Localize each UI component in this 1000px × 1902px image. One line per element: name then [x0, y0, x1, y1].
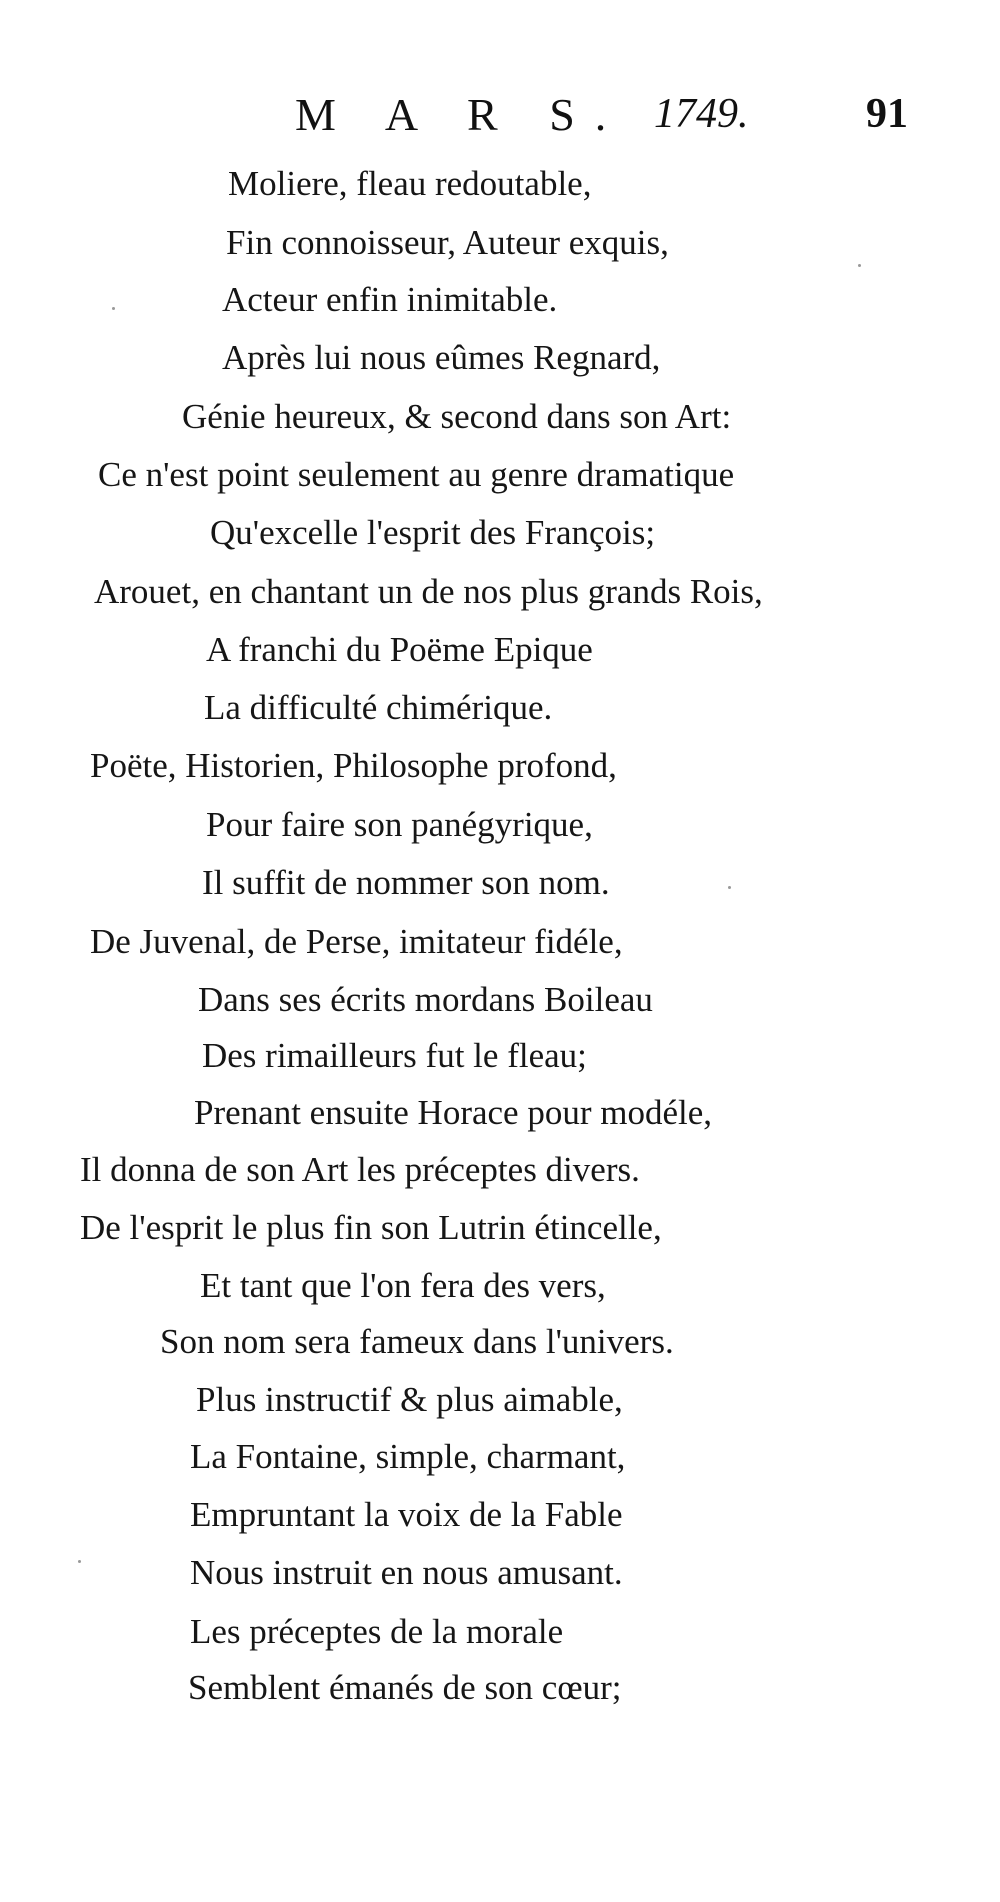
verse-line: La Fontaine, simple, charmant, — [190, 1437, 626, 1476]
verse-line: Pour faire son panégyrique, — [206, 805, 593, 844]
paper-speck — [858, 264, 861, 267]
verse-line: Acteur enfin inimitable. — [222, 280, 558, 319]
verse-line: Dans ses écrits mordans Boileau — [198, 980, 653, 1019]
verse-line: Ce n'est point seulement au genre dramatique — [98, 455, 735, 494]
verse-line: Empruntant la voix de la Fable — [190, 1495, 623, 1534]
paper-speck — [78, 1560, 81, 1563]
verse-line: De Juvenal, de Perse, imitateur fidéle, — [90, 922, 623, 961]
running-header — [0, 88, 1000, 148]
verse-line: Il donna de son Art les préceptes divers. — [80, 1150, 640, 1189]
verse-line: Il suffit de nommer son nom. — [202, 863, 610, 902]
header-month: M A R S. — [295, 89, 627, 140]
verse-line: Qu'excelle l'esprit des François; — [210, 513, 656, 552]
paper-speck — [728, 886, 731, 889]
verse-line: Génie heureux, & second dans son Art: — [182, 397, 732, 436]
verse-line: Semblent émanés de son cœur; — [188, 1668, 622, 1707]
verse-line: La difficulté chimérique. — [204, 688, 553, 727]
verse-line: Poëte, Historien, Philosophe profond, — [90, 746, 617, 785]
verse-line: Fin connoisseur, Auteur exquis, — [226, 223, 669, 262]
verse-line: Plus instructif & plus aimable, — [196, 1380, 623, 1419]
verse-line: Moliere, fleau redoutable, — [228, 164, 592, 203]
verse-line: Des rimailleurs fut le fleau; — [202, 1036, 587, 1075]
verse-line: Après lui nous eûmes Regnard, — [222, 338, 661, 377]
verse-line: Arouet, en chantant un de nos plus grands Rois, — [94, 572, 763, 611]
verse-line: De l'esprit le plus fin son Lutrin étincelle, — [80, 1208, 662, 1247]
verse-line: Nous instruit en nous amusant. — [190, 1553, 623, 1592]
verse-line: Son nom sera fameux dans l'univers. — [160, 1322, 674, 1361]
verse-line: Et tant que l'on fera des vers, — [200, 1266, 606, 1305]
verse-line: Les préceptes de la morale — [190, 1612, 564, 1651]
verse-line: A franchi du Poëme Epique — [206, 630, 593, 669]
header-year: 1749. — [654, 91, 749, 137]
page-number: 91 — [866, 91, 908, 137]
paper-speck — [112, 307, 115, 310]
verse-line: Prenant ensuite Horace pour modéle, — [194, 1093, 713, 1132]
